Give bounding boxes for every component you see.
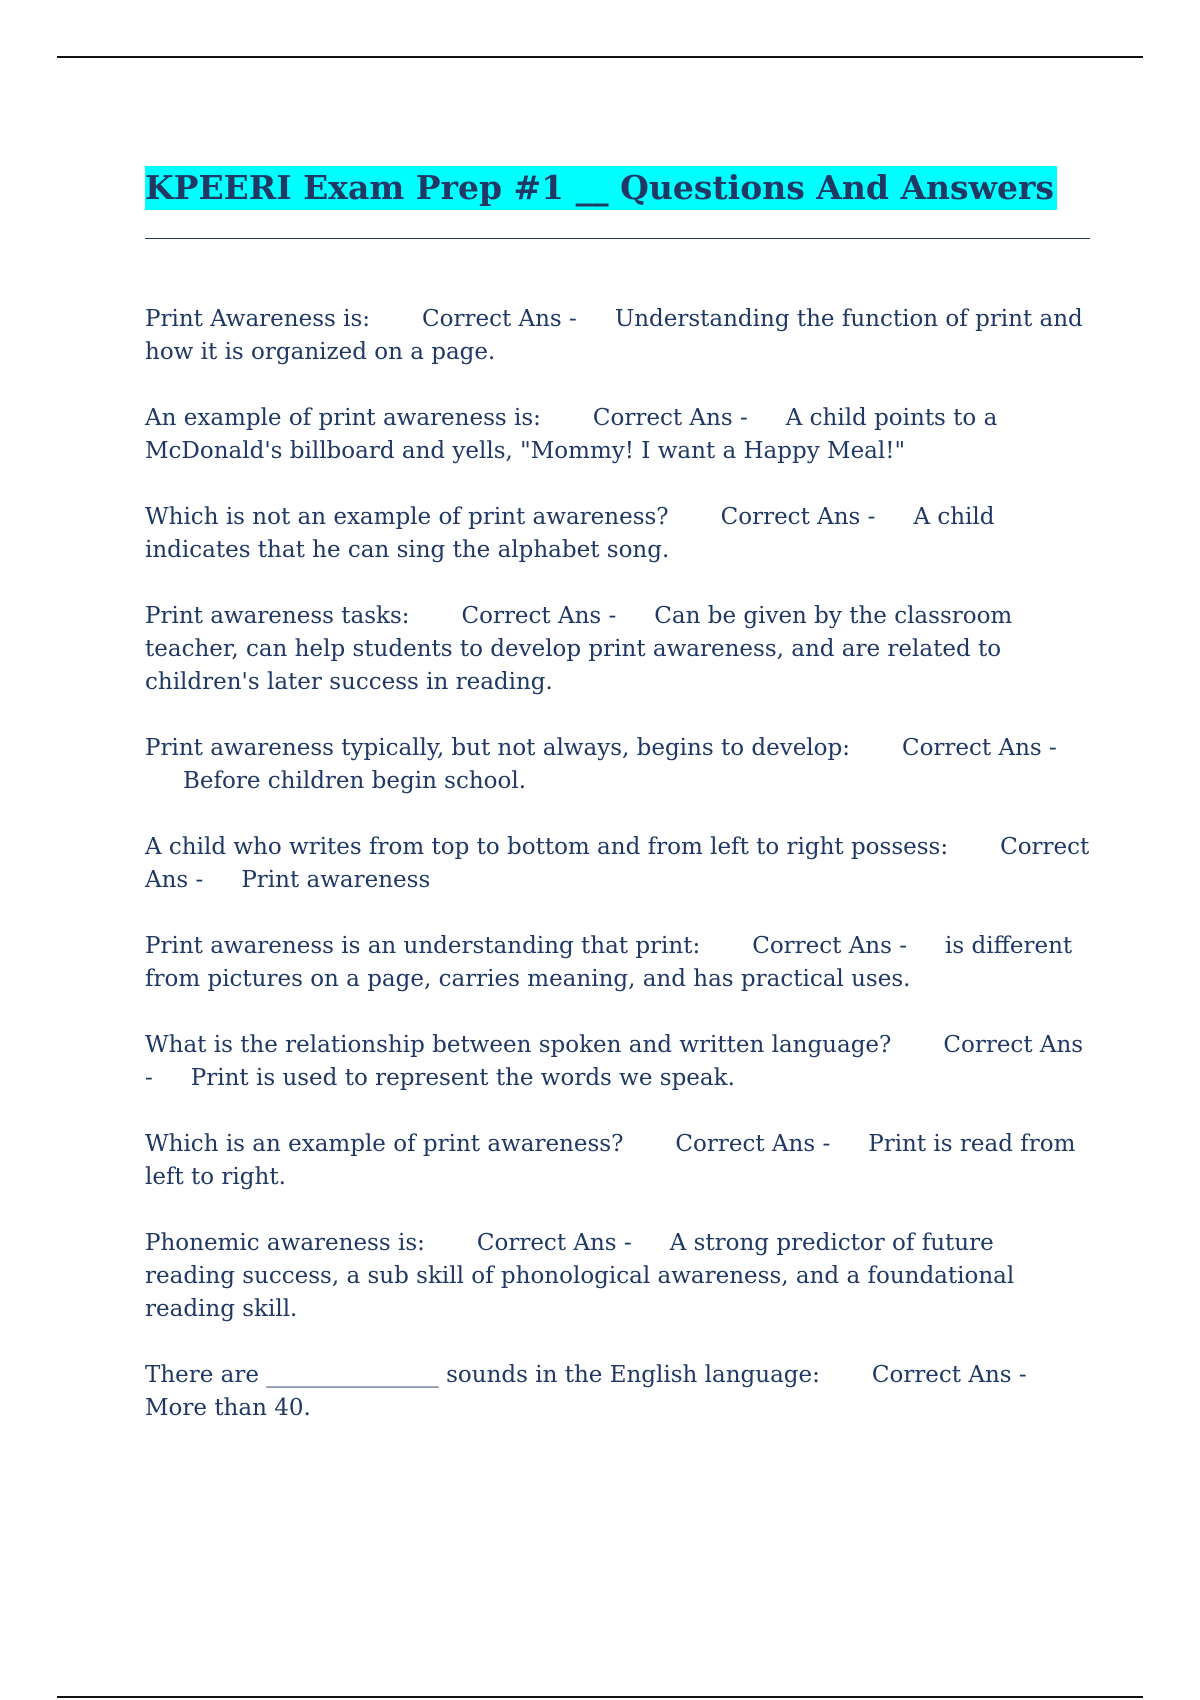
question-text: Print Awareness is: [145,306,371,333]
qa-item [145,930,1090,996]
answer-text: Understanding the function of print and how it is organized on a page. [145,306,1083,366]
answer-marker: Correct Ans - [422,306,577,333]
qa-item [145,732,1090,798]
qa-item [145,1029,1090,1095]
answer-marker: Correct Ans - [720,504,876,531]
page-top-rule [57,56,1143,58]
qa-item [145,1359,1090,1425]
question-text: There are _______________ sounds in the English language: [145,1362,820,1389]
answer-marker: Correct Ans - [901,735,1057,762]
answer-text: More than 40. [145,1395,311,1422]
answer-text: A child points to a McDonald's billboard and yells, "Mommy! I want a Happy Meal!" [145,405,998,465]
answer-text: Print is read from left to right. [145,1131,1076,1191]
title-block [145,144,1090,239]
answer-marker: Correct Ans - [461,603,617,630]
qa-item [145,402,1090,468]
answer-text: is different from pictures on a page, carries meaning, and has practical uses. [145,933,1073,993]
answer-marker: Correct Ans - [145,834,1090,894]
answer-text: Before children begin school. [183,768,527,795]
document-title: KPEERI Exam Prep #1 __ Questions And Answers [145,166,1057,210]
answer-marker: Correct Ans - [476,1230,632,1257]
answer-text: A strong predictor of future reading success, a sub skill of phonological awareness, and a foundational reading skill. [145,1230,1015,1323]
question-text: A child who writes from top to bottom and from left to right possess: [145,834,949,861]
qa-item [145,303,1090,369]
question-text: What is the relationship between spoken and written language? [145,1032,892,1059]
answer-text: A child indicates that he can sing the alphabet song. [145,504,995,564]
question-text: Print awareness tasks: [145,603,410,630]
question-text: Which is not an example of print awareness? [145,504,669,531]
page-bottom-rule [57,1696,1143,1698]
qa-item [145,1128,1090,1194]
question-text: Print awareness is an understanding that print: [145,933,701,960]
answer-marker: Correct Ans - [675,1131,831,1158]
answer-text: Can be given by the classroom teacher, can help students to develop print awareness, and are related to children's later success in reading. [145,603,1013,696]
qa-item [145,1227,1090,1326]
qa-item [145,600,1090,699]
answer-text: Print awareness [241,867,431,894]
question-text: Which is an example of print awareness? [145,1131,624,1158]
qa-item [145,501,1090,567]
answer-marker: Correct Ans - [145,1032,1084,1092]
answer-marker: Correct Ans - [592,405,748,432]
question-text: An example of print awareness is: [145,405,541,432]
question-text: Phonemic awareness is: [145,1230,425,1257]
qa-list [145,303,1090,1425]
answer-marker: Correct Ans - [752,933,908,960]
answer-text: Print is used to represent the words we speak. [190,1065,735,1092]
document-body [145,144,1090,1458]
question-text: Print awareness typically, but not always, begins to develop: [145,735,850,762]
answer-marker: Correct Ans - [871,1362,1027,1389]
qa-item [145,831,1090,897]
